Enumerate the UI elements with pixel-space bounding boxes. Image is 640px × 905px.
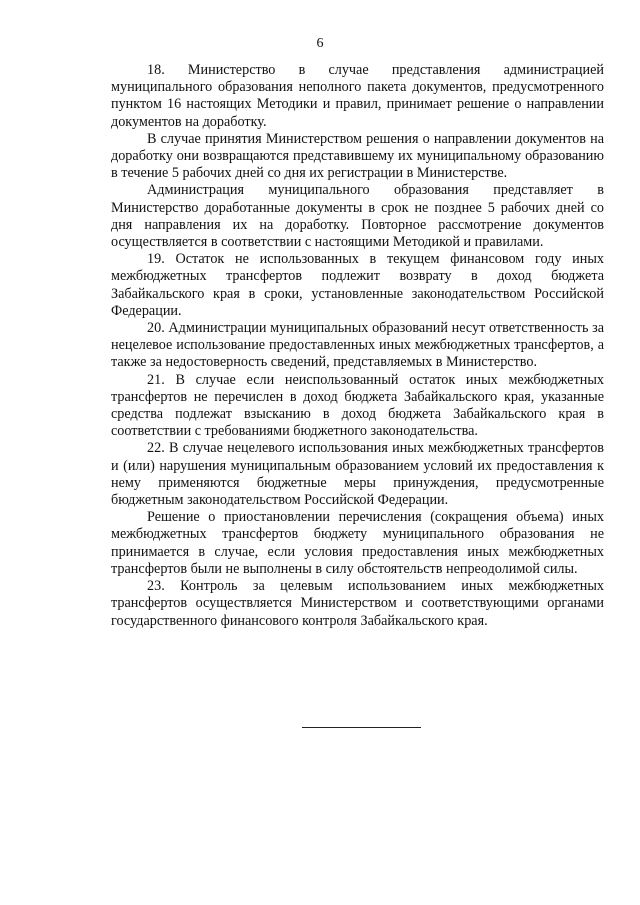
paragraph-18-resubmission: Администрация муниципального образования представляет в Министерство доработанные документы в срок не позднее 5 рабочих дней со дня направления их на доработку. Повторное рассмотрение документов осуществляется в соответствии с настоящими Методикой и правилами. [111, 182, 604, 251]
paragraph-22: 22. В случае нецелевого использования иных межбюджетных трансфертов и (или) нарушения муниципальным образованием условий их предоставления к нему применяются бюджетные меры принуждения, предусмотренные бюджетным законодательством Российской Федерации. [111, 440, 604, 509]
paragraph-18-return: В случае принятия Министерством решения о направлении документов на доработку они возвращаются представившему их муниципальному образованию в течение 5 рабочих дней со дня их регистрации в Министерстве. [111, 130, 604, 182]
paragraph-20: 20. Администрации муниципальных образований несут ответственность за нецелевое использование предоставленных иных межбюджетных трансфертов, а также за недостоверность сведений, представляемых в Министерство. [111, 320, 604, 371]
paragraph-18: 18. Министерство в случае представления администрацией муниципального образования неполного пакета документов, предусмотренного пунктом 16 настоящих Методики и правил, принимает решение о направлении документов на доработку. [111, 62, 604, 130]
page-number: 6 [316, 36, 324, 51]
paragraph-21: 21. В случае если неиспользованный остаток иных межбюджетных трансфертов не перечислен в доход бюджета Забайкальского края, указанные средства подлежат взысканию в доход бюджета Забайкальского края в соответствии с требованиями бюджетного законодательства. [111, 371, 604, 440]
paragraph-22-suspension: Решение о приостановлении перечисления (сокращения объема) иных межбюджетных трансфертов бюджету муниципального образования не принимается в случае, если условия предоставления иных межбюджетных трансфертов были не выполнены в силу обстоятельств непреодолимой силы. [111, 509, 604, 577]
end-of-document-rule [302, 727, 421, 728]
paragraph-23: 23. Контроль за целевым использованием иных межбюджетных трансфертов осуществляется Министерством и соответствующими органами государственного финансового контроля Забайкальского края. [111, 578, 604, 629]
document-body [111, 62, 604, 630]
paragraph-19: 19. Остаток не использованных в текущем финансовом году иных межбюджетных трансфертов подлежит возврату в доход бюджета Забайкальского края в сроки, установленные законодательством Российской Федерации. [111, 251, 604, 319]
